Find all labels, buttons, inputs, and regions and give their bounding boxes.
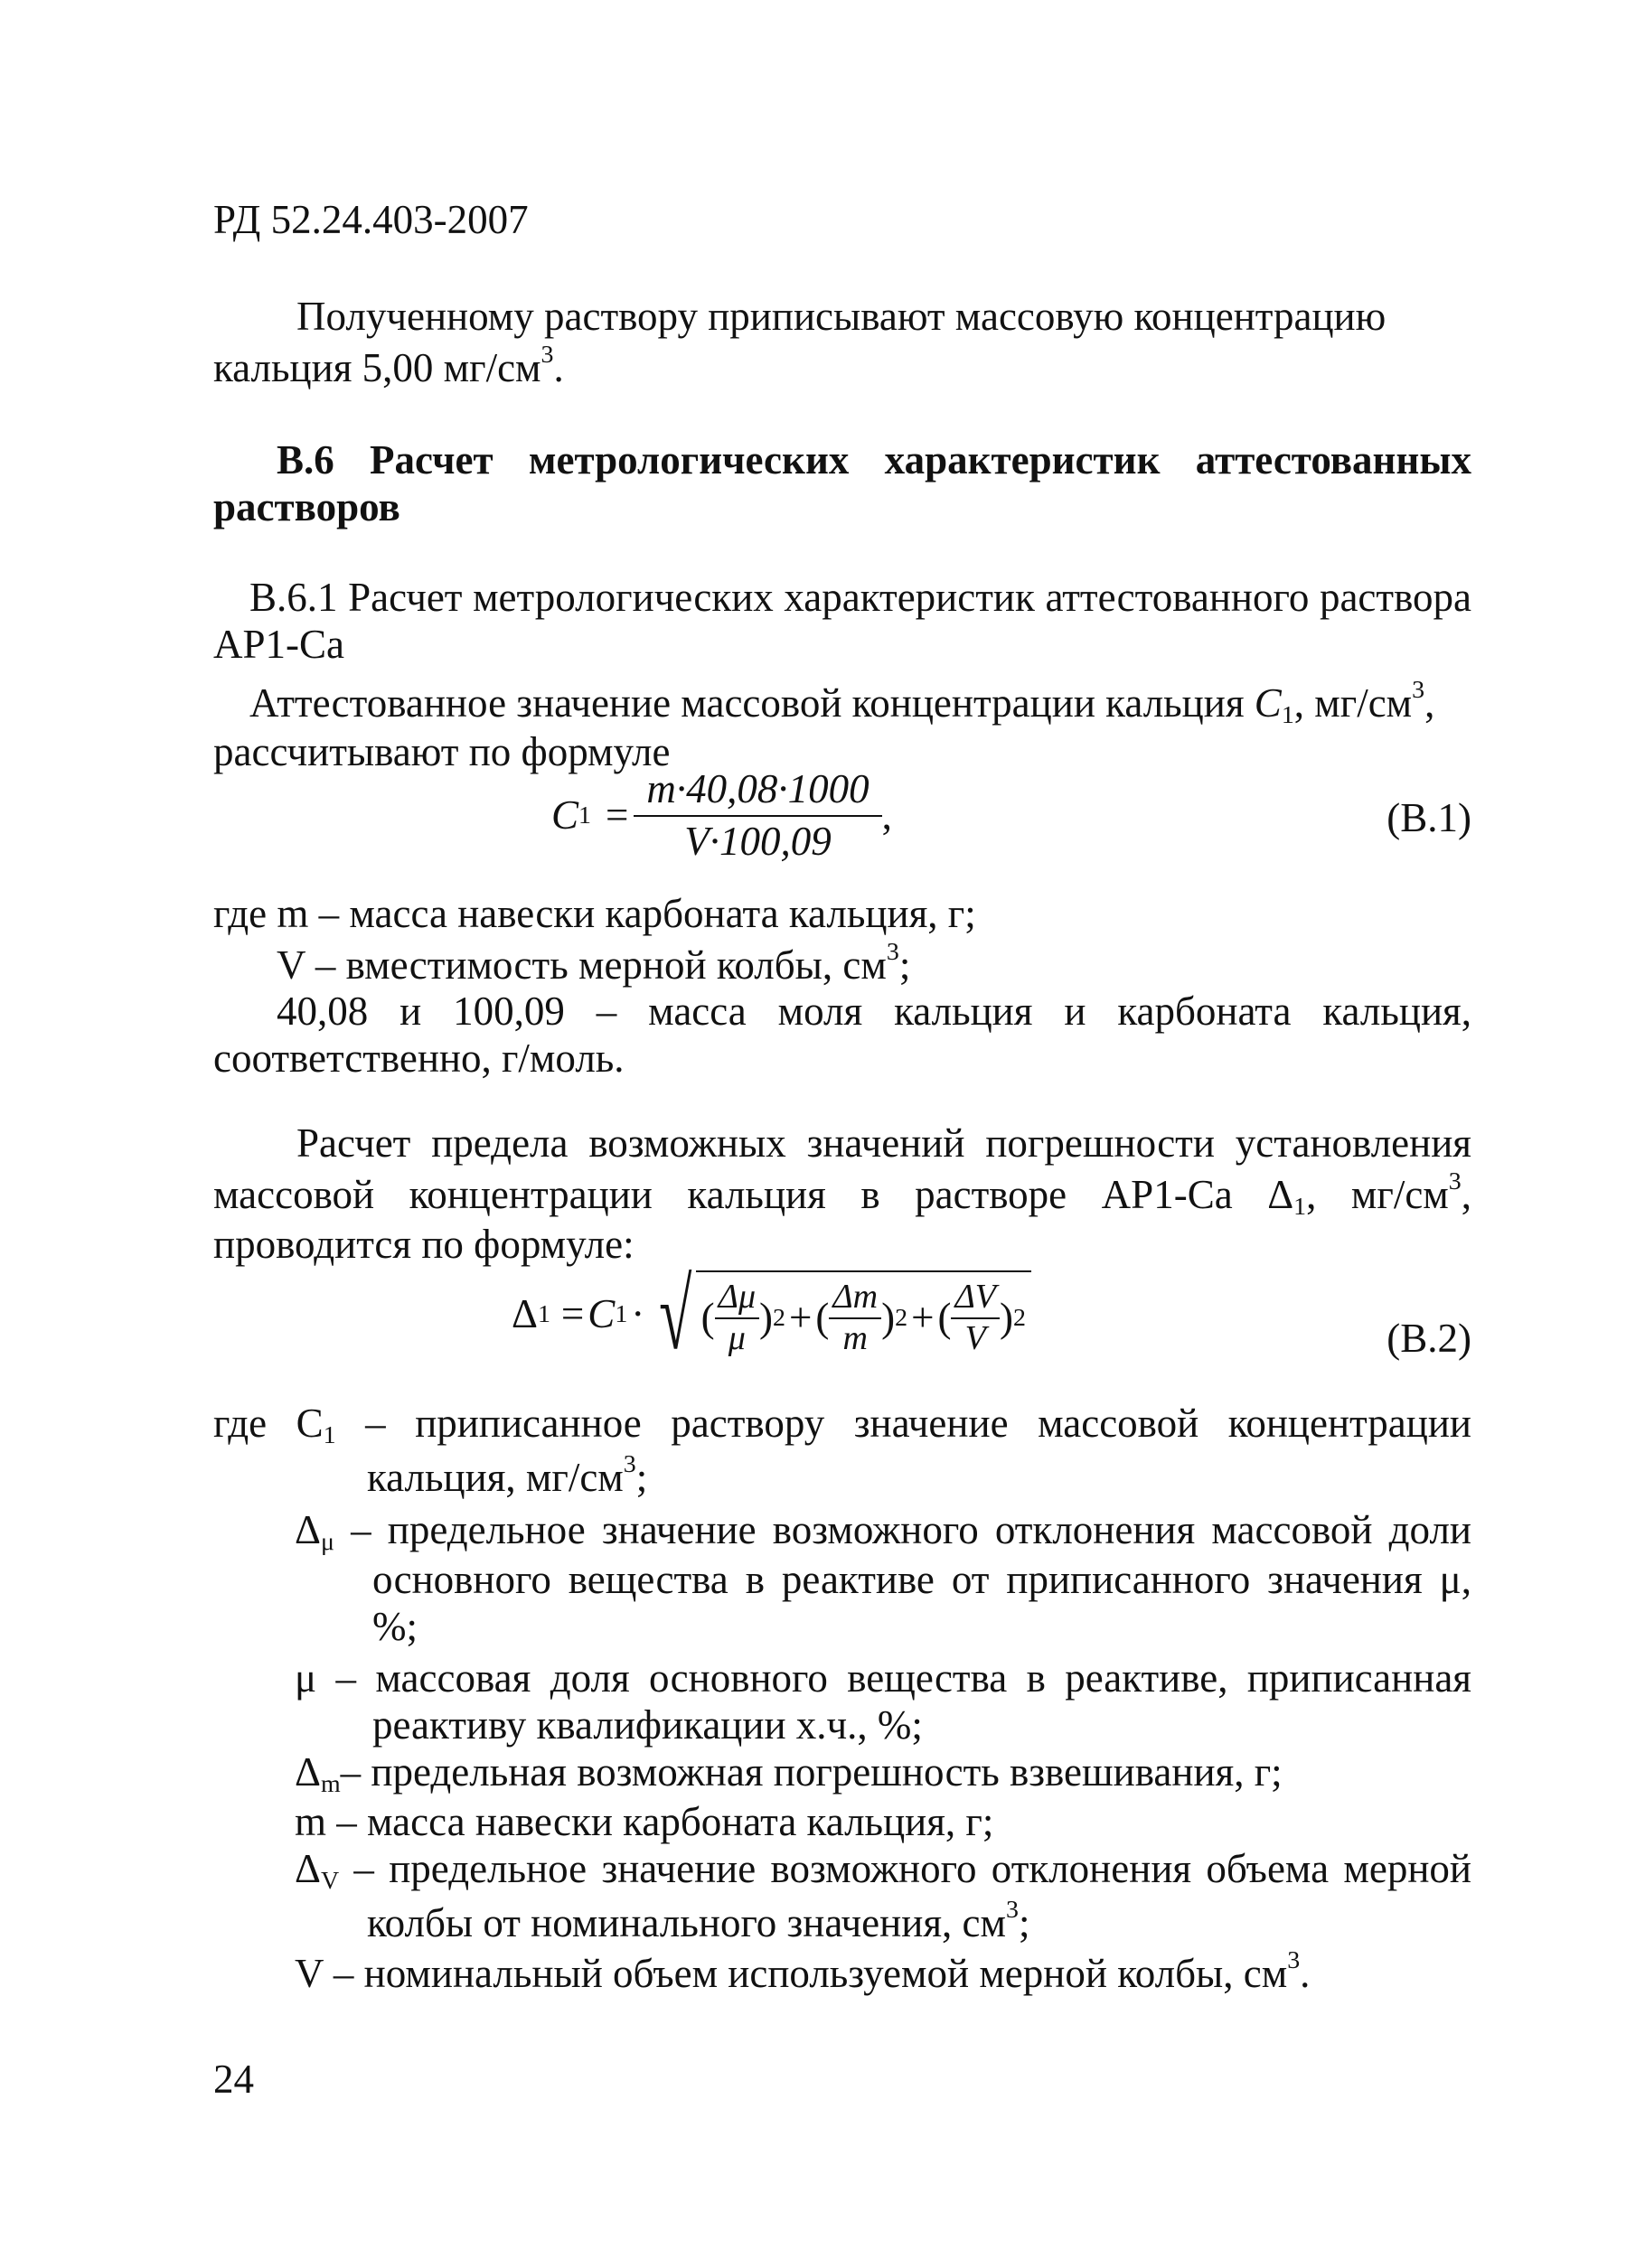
equation-b1 bbox=[213, 766, 1471, 902]
eq1-label: (В.1) bbox=[1386, 795, 1471, 840]
eq2-label: (В.2) bbox=[1386, 1316, 1471, 1361]
equation-b2 bbox=[213, 1260, 1471, 1401]
eq2-c-sub: 1 bbox=[615, 1299, 628, 1328]
eq2-definitions bbox=[213, 1401, 1471, 1998]
def-m: где m – масса навески карбоната кальция, г; bbox=[213, 891, 976, 936]
eq1-definitions bbox=[213, 891, 1471, 1082]
eq2-lhs-sub: 1 bbox=[537, 1299, 550, 1328]
subsection-title: В.6.1 Расчет метрологических характеристик аттестованного раствора АР1-Са bbox=[213, 575, 1471, 667]
eq1-lhs-sub: 1 bbox=[578, 801, 591, 829]
eq2-c: C bbox=[588, 1291, 616, 1337]
def-c1: где $С_1$ – приписанное раствору значение массовой концентрации кальция, $мг/см^3$; bbox=[213, 1401, 1471, 1500]
eq1-denominator: V·100,09 bbox=[684, 818, 832, 864]
subsection-block bbox=[213, 575, 1471, 776]
def-mol-masses: 40,08 и 100,09 – масса моля кальция и карбоната кальция, соответственно, г/моль. bbox=[213, 989, 1471, 1082]
def-delta-m: $\Delta_m-$ предельная возможная погрешность взвешивания, г; bbox=[295, 1748, 1283, 1798]
sqrt-icon: √ bbox=[659, 1260, 692, 1370]
eq2-term1: $\frac{\Delta\mu}{\mu}$ bbox=[715, 1278, 759, 1358]
equation-b1-body bbox=[551, 766, 892, 866]
subsection-paragraph-line2: рассчитывают по формуле bbox=[213, 729, 671, 775]
def-m2: m – масса навески карбоната кальция, г; bbox=[295, 1798, 994, 1844]
def-v2: V – номинальный объем используемой мерной колбы, $см^3$. bbox=[295, 1946, 1311, 1997]
error-paragraph bbox=[213, 1120, 1471, 1268]
section-heading-block bbox=[213, 437, 1471, 531]
eq1-numerator: m·40,08·1000 bbox=[634, 766, 881, 817]
eq1-equals: = bbox=[605, 792, 629, 838]
intro-paragraph bbox=[213, 294, 1471, 391]
eq1-lhs: C bbox=[551, 792, 579, 838]
document-code: РД 52.24.403-2007 bbox=[213, 197, 529, 242]
eq2-equals: = bbox=[560, 1291, 585, 1337]
equation-b2-body bbox=[512, 1260, 1031, 1370]
eq2-term3: $\frac{\Delta V}{V}$ bbox=[951, 1278, 1000, 1358]
eq1-fraction bbox=[634, 766, 881, 866]
eq2-sqrt bbox=[648, 1260, 1031, 1370]
intro-line1: Полученному раствору приписывают массовую концентрацию bbox=[296, 294, 1386, 339]
eq1-tail: , bbox=[881, 792, 892, 838]
eq2-radicand: ( $\frac{\Delta\mu}{\mu}$ ) 2 + ( $\frac{\Delta m}{m}$ ) 2 + ( $\frac{\Delta V}{V}$ ) 2 bbox=[696, 1270, 1031, 1358]
eq2-lhs: Δ bbox=[512, 1291, 538, 1337]
subsection-paragraph: Аттестованное значение массовой концентрации кальция $С_1$, $мг/см^3$, bbox=[249, 675, 1435, 729]
def-delta-mu: $\Delta_\mu$ – предельное значение возможного отклонения массовой доли основного вещества в реактиве от приписанного значения μ, %; bbox=[295, 1506, 1471, 1649]
page-number: 24 bbox=[213, 2057, 254, 2102]
eq2-term2: $\frac{\Delta m}{m}$ bbox=[829, 1278, 881, 1358]
error-paragraph-text: Расчет предела возможных значений погрешности установления массовой концентрации кальция в растворе АР1-Са $\Delta_1$, $мг/см^3$, проводится по формуле: bbox=[213, 1120, 1471, 1267]
intro-line2: кальция 5,00 $мг/см^3$. bbox=[213, 340, 564, 390]
def-mu: μ – массовая доля основного вещества в реактиве, приписанная реактиву квалификации х.ч., %; bbox=[295, 1655, 1471, 1748]
def-delta-v: $\Delta_V$ – предельное значение возможного отклонения объема мерной колбы от номинального значения, $см^3$; bbox=[295, 1845, 1471, 1945]
def-v: V – вместимость мерной колбы, $см^3$; bbox=[277, 937, 911, 988]
eq2-dot: · bbox=[631, 1291, 645, 1337]
section-heading: В.6 Расчет метрологических характеристик аттестованных растворов bbox=[213, 437, 1471, 530]
